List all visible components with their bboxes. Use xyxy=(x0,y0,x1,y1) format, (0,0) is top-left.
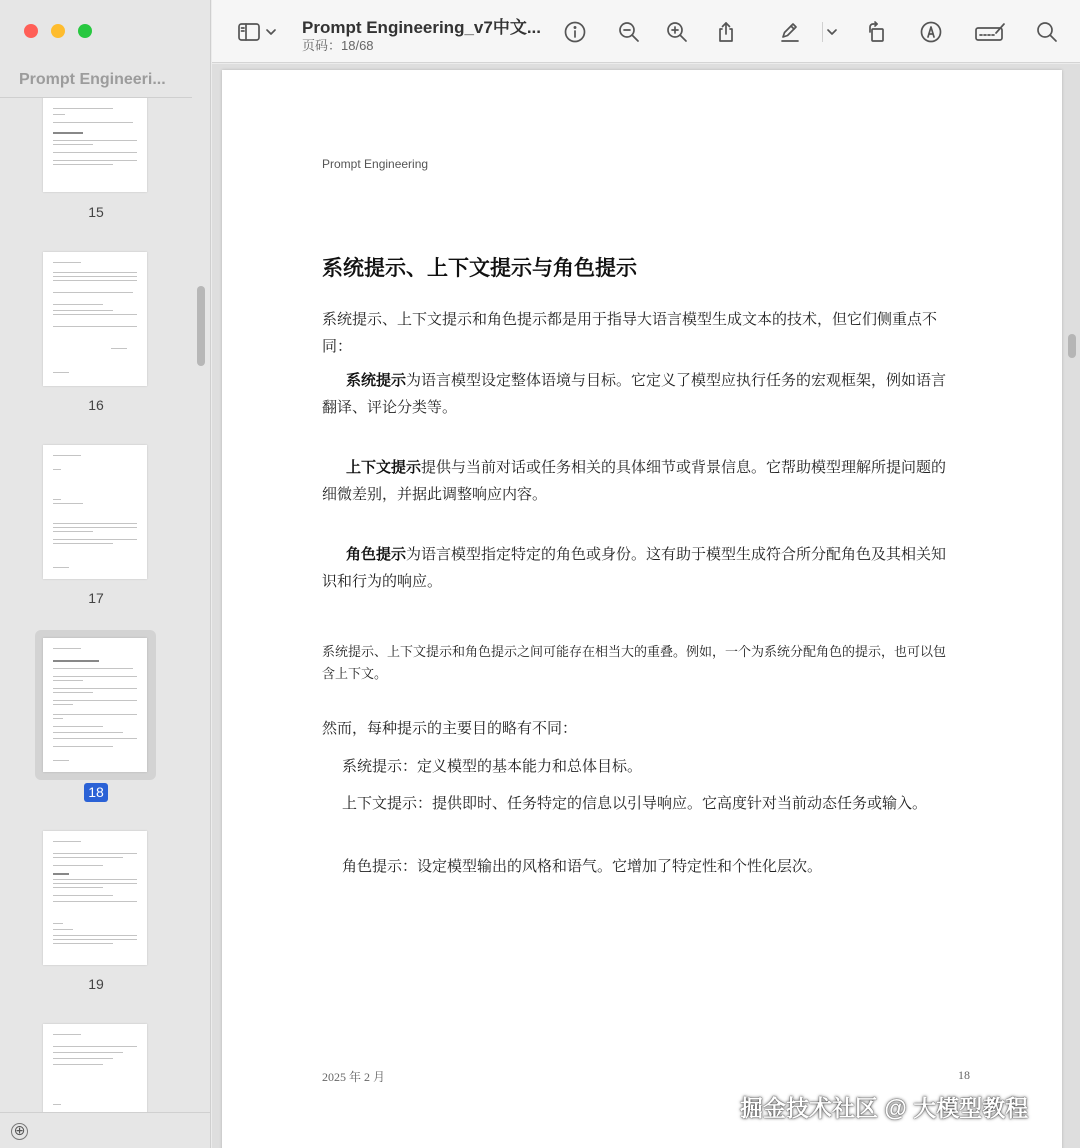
system-prompt-text: 为语言模型设定整体语境与目标。它定义了模型应执行任务的宏观框架，例如语言翻译、评论分类等。 xyxy=(322,371,947,416)
window-controls xyxy=(24,24,92,38)
sidebar-footer xyxy=(0,1112,211,1148)
markup-icon[interactable] xyxy=(918,19,944,45)
footer-date: 2025 年 2 月 xyxy=(322,1070,386,1084)
footer-page-number: 18 xyxy=(958,1068,970,1082)
thumbnail-page-number: 17 xyxy=(88,590,104,606)
sidebar-scrollbar[interactable] xyxy=(197,286,205,366)
zoom-window-button[interactable] xyxy=(78,24,92,38)
document-view[interactable] xyxy=(212,64,1080,1148)
add-icon[interactable]: ⊕ xyxy=(11,1123,28,1140)
sidebar xyxy=(0,0,211,1148)
search-icon[interactable] xyxy=(1034,19,1060,45)
however-paragraph: 然而，每种提示的主要目的略有不同： xyxy=(322,719,578,737)
rotate-icon[interactable] xyxy=(864,19,890,45)
role-prompt-term: 角色提示 xyxy=(346,545,407,563)
context-prompt-paragraph xyxy=(322,454,958,508)
toolbar-separator xyxy=(822,22,823,42)
highlight-pen-icon[interactable] xyxy=(777,19,803,45)
sidebar-title: Prompt Engineeri... xyxy=(19,71,166,88)
zoom-in-icon[interactable] xyxy=(664,19,690,45)
share-icon[interactable] xyxy=(713,19,739,45)
page-indicator: 页码：18/68 xyxy=(302,38,374,53)
thumbnail-list[interactable] xyxy=(0,98,192,1112)
minimize-window-button[interactable] xyxy=(51,24,65,38)
zoom-out-icon[interactable] xyxy=(616,19,642,45)
thumbnail-page-number: 16 xyxy=(88,397,104,413)
chevron-down-icon[interactable] xyxy=(264,19,278,45)
system-prompt-term: 系统提示 xyxy=(346,371,407,389)
chevron-down-icon[interactable] xyxy=(825,19,839,45)
context-prompt-text: 提供与当前对话或任务相关的具体细节或背景信息。它帮助模型理解所提问题的细微差别，并据此调整响应内容。 xyxy=(322,458,947,503)
document-title: Prompt Engineering_v7中文... xyxy=(302,18,541,37)
signature-icon[interactable] xyxy=(974,19,1006,45)
system-prompt-paragraph xyxy=(322,367,958,421)
thumbnail-page-number-selected: 18 xyxy=(84,783,108,802)
page-thumbnail[interactable] xyxy=(43,98,147,192)
sidebar-toggle-icon[interactable] xyxy=(236,19,262,45)
list-item: 系统提示：定义模型的基本能力和总体目标。 xyxy=(342,757,643,775)
context-prompt-term: 上下文提示 xyxy=(346,458,422,476)
running-header: Prompt Engineering xyxy=(322,157,429,171)
section-heading: 系统提示、上下文提示与角色提示 xyxy=(322,255,637,280)
page-thumbnail[interactable] xyxy=(43,252,147,386)
role-prompt-paragraph xyxy=(322,541,958,595)
close-window-button[interactable] xyxy=(24,24,38,38)
intro-paragraph: 系统提示、上下文提示和角色提示都是用于指导大语言模型生成文本的技术，但它们侧重点不同： xyxy=(322,310,938,355)
page-thumbnail[interactable] xyxy=(43,831,147,965)
page-thumbnail[interactable] xyxy=(43,1024,147,1112)
watermark-text: 掘金技术社区 @ 大模型教程 xyxy=(740,1095,1029,1121)
list-item: 角色提示：设定模型输出的风格和语气。它增加了特定性和个性化层次。 xyxy=(342,857,823,875)
list-item: 上下文提示：提供即时、任务特定的信息以引导响应。它高度针对当前动态任务或输入。 xyxy=(342,794,928,812)
page-thumbnail-selected[interactable] xyxy=(43,638,147,772)
thumbnail-page-number: 15 xyxy=(88,204,104,220)
thumbnail-page-number: 19 xyxy=(88,976,104,992)
info-icon[interactable] xyxy=(562,19,588,45)
role-prompt-text: 为语言模型指定特定的角色或身份。这有助于模型生成符合所分配角色及其相关知识和行为的响应。 xyxy=(322,545,947,590)
pdf-page xyxy=(222,70,1062,1148)
toolbar xyxy=(212,0,1080,63)
page-thumbnail[interactable] xyxy=(43,445,147,579)
overlap-paragraph: 系统提示、上下文提示和角色提示之间可能存在相当大的重叠。例如，一个为系统分配角色的提示，也可以包含上下文。 xyxy=(322,645,947,682)
document-scrollbar[interactable] xyxy=(1068,334,1076,358)
